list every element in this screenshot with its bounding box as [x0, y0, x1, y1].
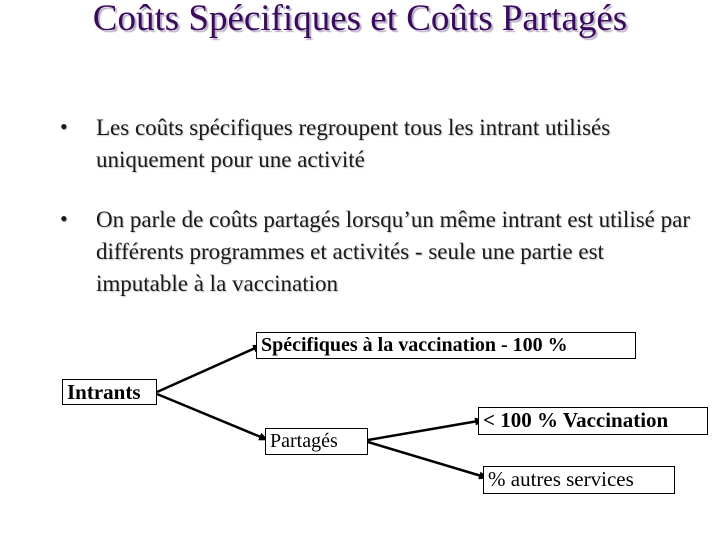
- box-specifiques: Spécifiques à la vaccination - 100 %: [256, 332, 636, 359]
- box-partages: Partagés: [265, 428, 368, 455]
- arrow-partages-to-autres: [368, 442, 488, 478]
- bullet-text: Les coûts spécifiques regroupent tous les intrant utilisés uniquement pour une activité: [96, 115, 611, 172]
- arrow-intrants-to-partages: [157, 394, 268, 440]
- bullet-dot-icon: •: [60, 114, 68, 139]
- bullet-dot-icon: •: [60, 206, 68, 231]
- slide-title: Coûts Spécifiques et Coûts Partagés: [92, 0, 628, 39]
- arrow-partages-to-vaccination: [368, 420, 484, 440]
- box-autres-services: % autres services: [483, 466, 675, 494]
- box-vaccination: < 100 % Vaccination: [478, 407, 708, 435]
- bullet-text: On parle de coûts partagés lorsqu’un même intrant est utilisé par différents programmes et activités - seule une partie est imputable à la vaccination: [96, 207, 690, 296]
- arrow-intrants-to-specifiques: [157, 345, 262, 392]
- box-intrants: Intrants: [62, 379, 157, 405]
